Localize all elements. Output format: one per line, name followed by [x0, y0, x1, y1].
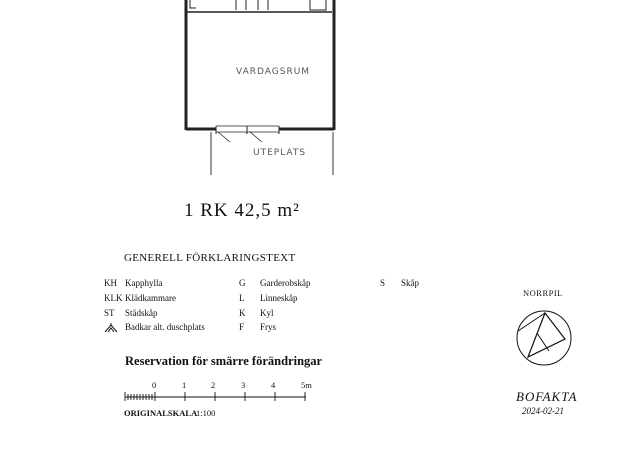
- scale-bar-major-ticks: [185, 392, 305, 401]
- legend-code: L: [239, 293, 245, 303]
- legend-text: Kapphylla: [125, 278, 163, 288]
- reservation-note: Reservation för smärre förändringar: [125, 354, 323, 368]
- fixture-top: [190, 0, 326, 10]
- door-swing: [218, 132, 262, 142]
- north-arrow-icon: [513, 307, 575, 369]
- legend-item: [239, 322, 359, 335]
- legend-text: Badkar alt. duschplats: [125, 322, 205, 332]
- legend-code: KLK: [104, 293, 123, 303]
- scale-tick-label: 4: [271, 380, 276, 390]
- apartment-title: 1 RK 42,5 m²: [184, 200, 300, 221]
- legend-text: Linneskåp: [260, 293, 298, 303]
- room-label-patio: UTEPLATS: [253, 148, 307, 158]
- legend-text: Klädkammare: [125, 293, 176, 303]
- legend-item: [239, 308, 359, 321]
- legend-heading: GENERELL FÖRKLARINGSTEXT: [124, 252, 296, 264]
- north-arrow-label: NORRPIL: [523, 288, 563, 298]
- floor-plan: [0, 0, 625, 200]
- legend-item: [104, 308, 234, 321]
- legend-code: S: [380, 278, 386, 288]
- brand-name: BOFAKTA: [516, 389, 578, 404]
- legend-code: G: [239, 278, 246, 288]
- legend-item: [104, 322, 234, 335]
- legend-item: [239, 278, 359, 291]
- legend-text: Skåp: [401, 278, 419, 288]
- scale-label: ORIGINALSKALA: [124, 408, 198, 418]
- brand-date: 2024-02-21: [522, 406, 564, 416]
- legend-code: F: [239, 322, 245, 332]
- scale-bar: [120, 388, 320, 404]
- legend-text: Städskåp: [125, 308, 158, 318]
- legend-text: Frys: [260, 322, 277, 332]
- legend-text: Garderobskåp: [260, 278, 311, 288]
- legend-code: ST: [104, 308, 115, 318]
- legend-item: [239, 293, 359, 306]
- scale-tick-label: 5m: [301, 380, 312, 390]
- door-frame: [216, 126, 279, 134]
- scale-bar-subdivisions: [125, 392, 155, 401]
- legend-item: [380, 278, 460, 291]
- scale-tick-label: 3: [241, 380, 246, 390]
- legend-text: Kyl: [260, 308, 274, 318]
- legend-code: KH: [104, 278, 117, 288]
- scale-tick-label: 2: [211, 380, 216, 390]
- scale-tick-label: 1: [182, 380, 187, 390]
- legend-item: [104, 278, 234, 291]
- scale-ratio: 1:100: [196, 408, 216, 418]
- legend-code: K: [239, 308, 246, 318]
- room-label-living-room: VARDAGSRUM: [236, 67, 311, 77]
- legend-item: [104, 293, 234, 306]
- scale-tick-label: 0: [152, 380, 157, 390]
- bathtub-shower-icon: [104, 323, 118, 333]
